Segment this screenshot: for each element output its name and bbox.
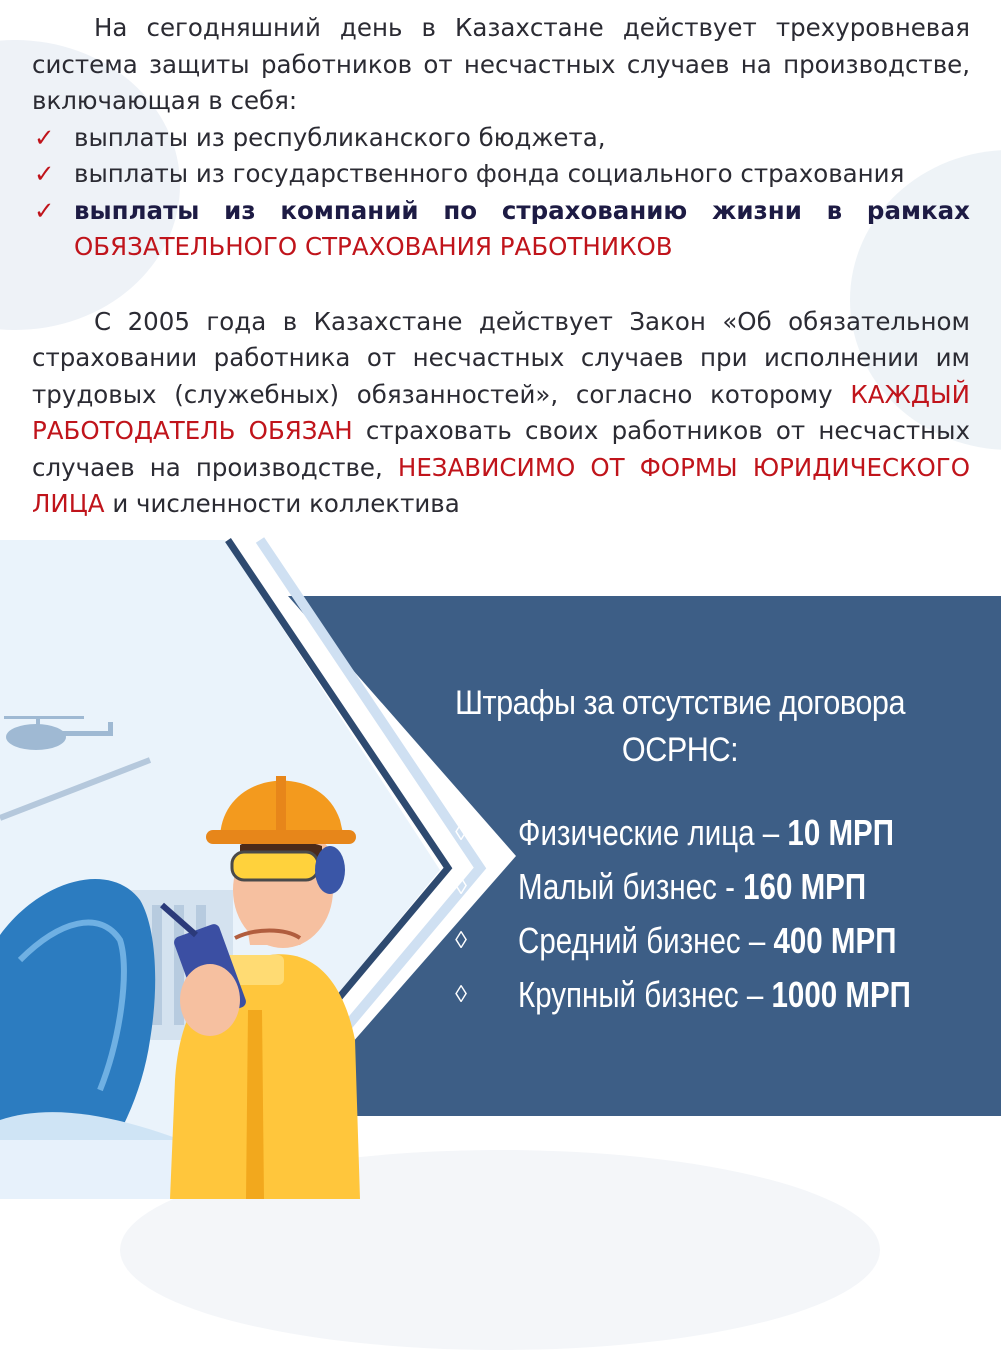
fine-amount: 160 МРП: [743, 866, 867, 907]
checkmark-icon: ✓: [34, 159, 55, 188]
fine-category: Малый бизнес -: [518, 866, 744, 907]
law-text-part3: и численности коллектива: [112, 489, 460, 518]
worker-goggles: [232, 852, 318, 880]
fine-amount: 400 МРП: [773, 920, 897, 961]
fines-title-line1: Штрафы за отсутствие договора: [454, 684, 906, 722]
headphones-icon: [315, 846, 345, 894]
fine-category: Крупный бизнес –: [518, 974, 772, 1015]
fines-title: [428, 680, 932, 774]
diamond-bullet-icon: ◊: [455, 927, 467, 954]
fine-amount: 1000 МРП: [771, 974, 911, 1015]
intro-paragraph: На сегодняшний день в Казахстане действует трехуровневая система защиты работников от несчастных случаев на производстве, включающая в себя:: [32, 13, 970, 115]
worker-hand: [180, 964, 240, 1036]
law-text-part2: страховать своих работников от несчастных случаев на производстве,: [32, 416, 971, 482]
fine-category: Средний бизнес –: [518, 920, 774, 961]
list-item-text: выплаты из компаний по страхованию жизни в рамках: [74, 195, 970, 225]
checkmark-icon: ✓: [34, 195, 55, 225]
diamond-bullet-icon: ◊: [455, 819, 467, 846]
highlight-employer-obliged: КАЖДЫЙ РАБОТОДАТЕЛЬ ОБЯЗАН: [32, 379, 970, 445]
law-text-part1: С 2005 года в Казахстане действует Закон «Об обязательном страховании работника от несчастных случаев при исполнении им трудовых (служебных) обязанностей», согласно которому: [32, 306, 970, 409]
highlight-regardless-of-form: НЕЗАВИСИМО ОТ ФОРМЫ ЮРИДИЧЕСКОГО ЛИЦА: [32, 452, 970, 518]
diamond-bullet-icon: ◊: [455, 981, 467, 1008]
highlight-mandatory-insurance: ОБЯЗАТЕЛЬНОГО СТРАХОВАНИЯ РАБОТНИКОВ: [74, 232, 673, 261]
diamond-bullet-icon: ◊: [455, 873, 467, 900]
fine-amount: 10 МРП: [787, 812, 894, 853]
checkmark-icon: ✓: [34, 122, 55, 152]
fines-title-line2: ОСРНС:: [621, 731, 739, 769]
list-item-text: выплаты из республиканского бюджета,: [74, 122, 606, 152]
fine-category: Физические лица –: [518, 812, 788, 853]
list-item-text: выплаты из государственного фонда социального страхования: [74, 159, 905, 188]
